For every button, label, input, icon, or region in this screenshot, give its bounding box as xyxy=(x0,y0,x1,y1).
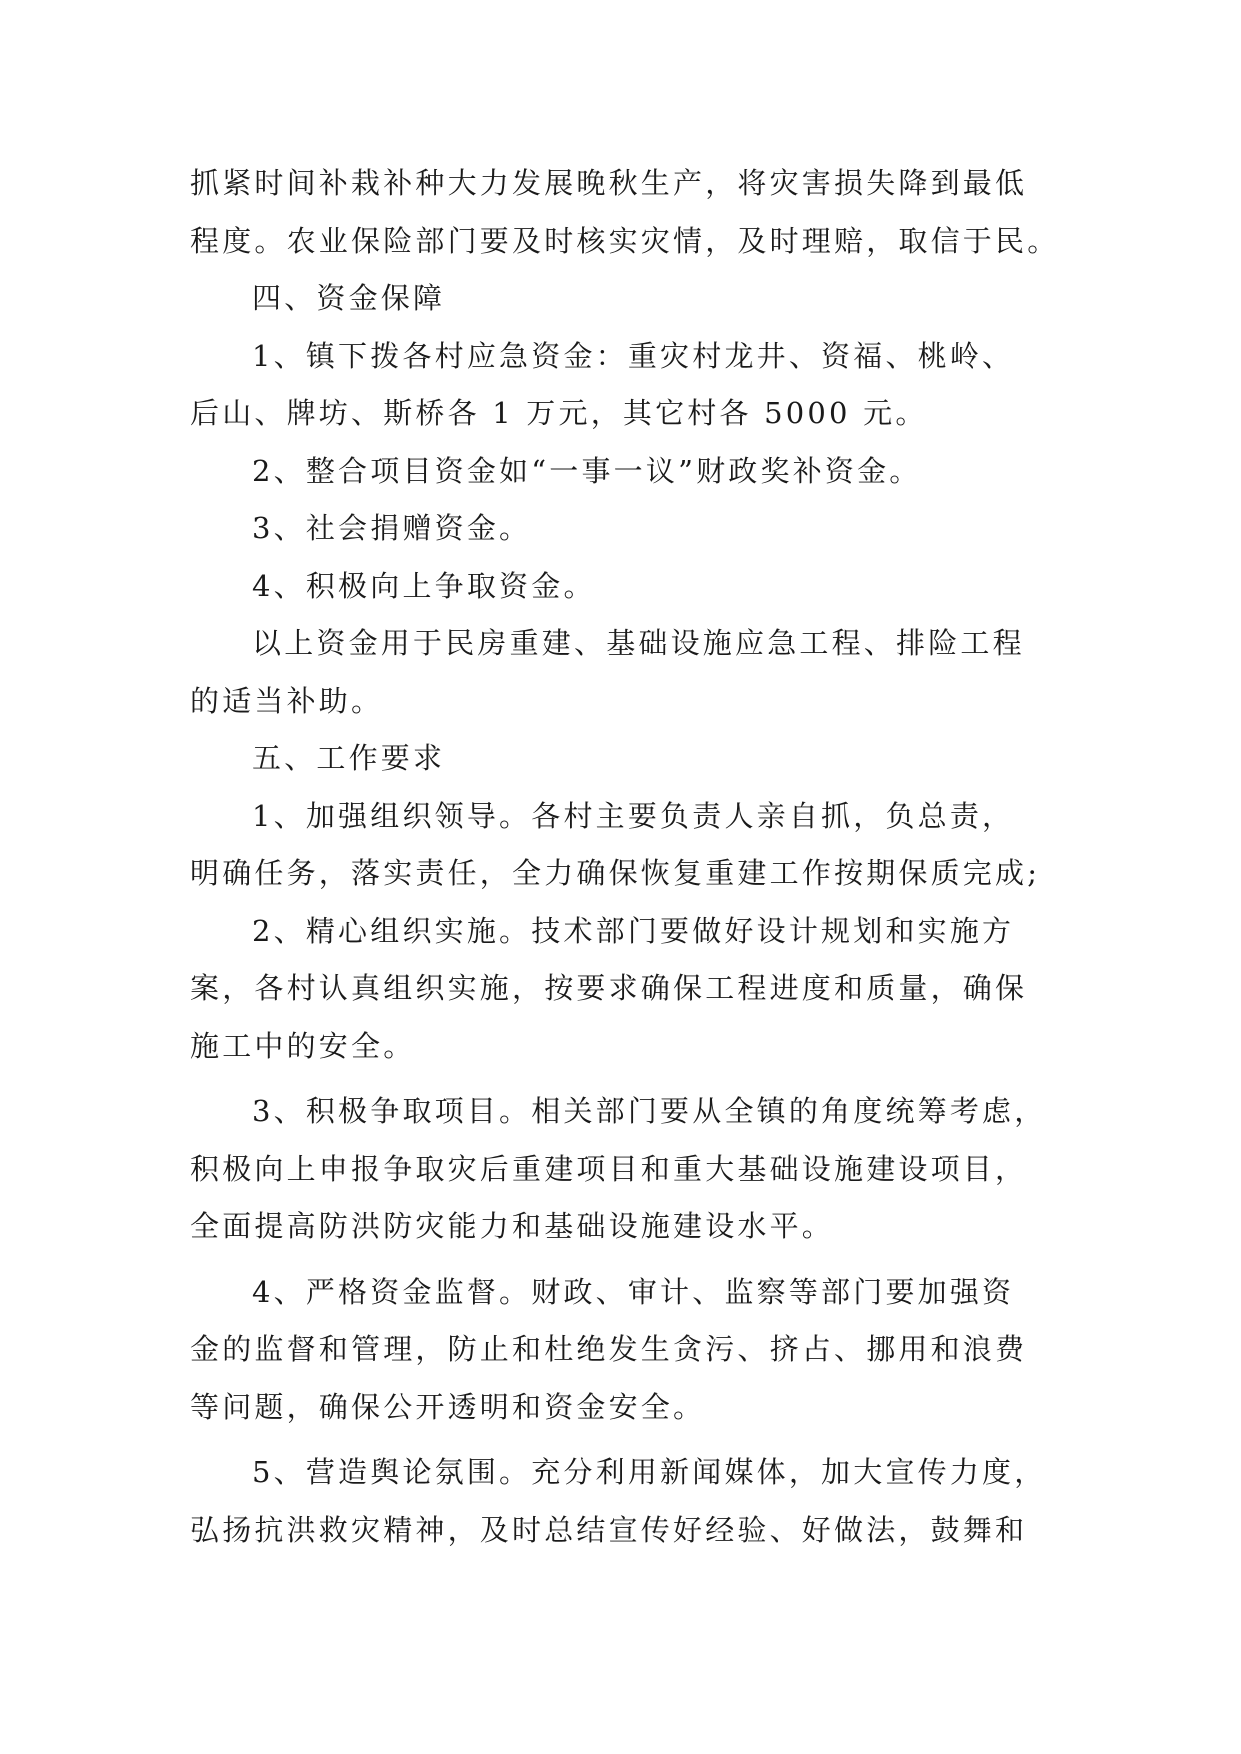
text-line: 积极向上申报争取灾后重建项目和重大基础设施建设项目， xyxy=(190,1151,1028,1186)
paragraph-gap xyxy=(190,1256,1070,1264)
text-line: 明确任务，落实责任，全力确保恢复重建工作按期保质完成; xyxy=(190,856,1041,890)
text-line: 抓紧时间补栽补种大力发展晚秋生产，将灾害损失降到最低 xyxy=(190,166,1028,200)
text-line: 后山、牌坊、斯桥各 1 万元，其它村各 5000 元。 xyxy=(190,396,928,430)
text-line: 5、营造舆论氛围。充分利用新闻媒体，加大宣传力度， xyxy=(252,1455,1047,1489)
text-line: 程度。农业保险部门要及时核实灾情，及时理赔，取信于民。 xyxy=(190,223,1060,258)
section-heading-requirements: 五、工作要求 xyxy=(252,741,446,775)
paragraph-gap xyxy=(190,1075,1070,1083)
text-line: 4、积极向上争取资金。 xyxy=(252,568,596,603)
text-line: 案，各村认真组织实施，按要求确保工程进度和质量，确保 xyxy=(190,971,1028,1005)
text-line: 2、精心组织实施。技术部门要做好设计规划和实施方 xyxy=(252,913,1015,948)
section-heading-funding: 四、资金保障 xyxy=(252,281,446,315)
text-line: 以上资金用于民房重建、基础设施应急工程、排险工程 xyxy=(252,626,1025,660)
paragraph-gap xyxy=(190,1436,1070,1444)
text-line: 2、整合项目资金如“一事一议”财政奖补资金。 xyxy=(252,453,922,488)
text-line: 弘扬抗洪救灾精神，及时总结宣传好经验、好做法，鼓舞和 xyxy=(190,1512,1028,1547)
text-line: 1、镇下拨各村应急资金：重灾村龙井、资福、桃岭、 xyxy=(252,338,1015,373)
text-line: 施工中的安全。 xyxy=(190,1028,416,1063)
text-line: 全面提高防洪防灾能力和基础设施建设水平。 xyxy=(190,1209,835,1243)
document-body xyxy=(190,155,1070,1559)
text-line: 3、积极争取项目。相关部门要从全镇的角度统筹考虑， xyxy=(252,1094,1047,1128)
text-line: 等问题，确保公开透明和资金安全。 xyxy=(190,1389,706,1424)
text-line: 1、加强组织领导。各村主要负责人亲自抓，负总责， xyxy=(252,798,1015,833)
text-line: 3、社会捐赠资金。 xyxy=(252,511,532,545)
text-line: 金的监督和管理，防止和杜绝发生贪污、挤占、挪用和浪费 xyxy=(190,1332,1028,1366)
text-line: 4、严格资金监督。财政、审计、监察等部门要加强资 xyxy=(252,1274,1015,1309)
text-line: 的适当补助。 xyxy=(190,683,384,718)
